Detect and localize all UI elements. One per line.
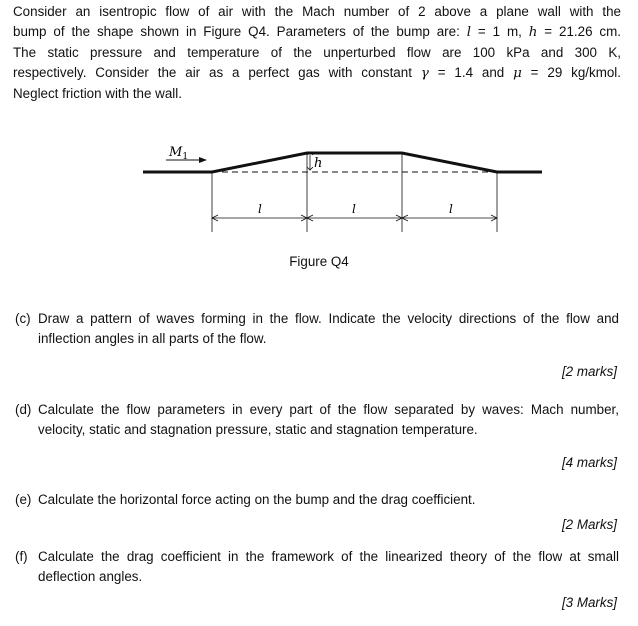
l-label-3: l: [449, 202, 453, 216]
question-label: (e): [15, 492, 32, 507]
mach-symbol: M: [169, 145, 183, 160]
mach-subscript: 1: [182, 152, 189, 162]
marks-d: [4 marks]: [561, 455, 617, 470]
l-label-1: l: [258, 202, 262, 216]
intro-text: = 29 kg/kmol.: [521, 65, 622, 80]
figure-caption: Figure Q4: [289, 254, 349, 269]
question-label: (f): [15, 549, 28, 564]
question-text: Calculate the drag coefficient in the framework of the linearized theory of the flow at small deflection angles.: [38, 549, 619, 584]
marks-c: [2 marks]: [561, 364, 617, 379]
l-label-2: l: [352, 202, 356, 216]
var-gamma: γ: [420, 66, 429, 81]
intro-text: = 21.26 cm.: [537, 24, 621, 39]
var-l: l: [466, 25, 472, 40]
question-c: [15, 309, 619, 349]
intro-line-4: [13, 63, 621, 84]
question-label: (d): [15, 402, 32, 417]
var-mu: μ: [513, 66, 522, 81]
marks-e: [2 Marks]: [561, 517, 617, 532]
h-label: h: [314, 156, 323, 171]
intro-text: = 1.4 and: [428, 65, 514, 80]
intro-line-5: Neglect friction with the wall.: [13, 86, 182, 101]
question-d: [15, 400, 619, 440]
intro-line-2: [13, 22, 621, 43]
intro-line-1: Consider an isentropic flow of air with the Mach number of 2 above a plane wall with the: [13, 4, 621, 19]
question-f: [15, 547, 619, 587]
intro-text: respectively. Consider the air as a perfect gas with constant: [13, 65, 421, 80]
var-h: h: [528, 25, 538, 40]
question-text: Draw a pattern of waves forming in the flow. Indicate the velocity directions of the flow and inflection angles in all parts of the flow.: [38, 311, 619, 346]
question-text: Calculate the horizontal force acting on the bump and the drag coefficient.: [38, 492, 476, 507]
problem-statement: [13, 2, 621, 104]
intro-text: = 1 m,: [471, 24, 529, 39]
mach-label: [168, 145, 188, 162]
question-label: (c): [15, 311, 31, 326]
question-e: [15, 490, 619, 510]
intro-text: bump of the shape shown in Figure Q4. Parameters of the bump are:: [13, 24, 467, 39]
intro-line-3: The static pressure and temperature of the unperturbed flow are 100 kPa and 300 K,: [13, 45, 621, 60]
figure-q4-diagram: [0, 130, 638, 245]
question-text: Calculate the flow parameters in every part of the flow separated by waves: Mach number, velocity, static and stagnation pressure, static and stagnation temperature.: [38, 402, 619, 437]
marks-f: [3 Marks]: [561, 595, 617, 610]
wall-profile: [143, 153, 542, 172]
